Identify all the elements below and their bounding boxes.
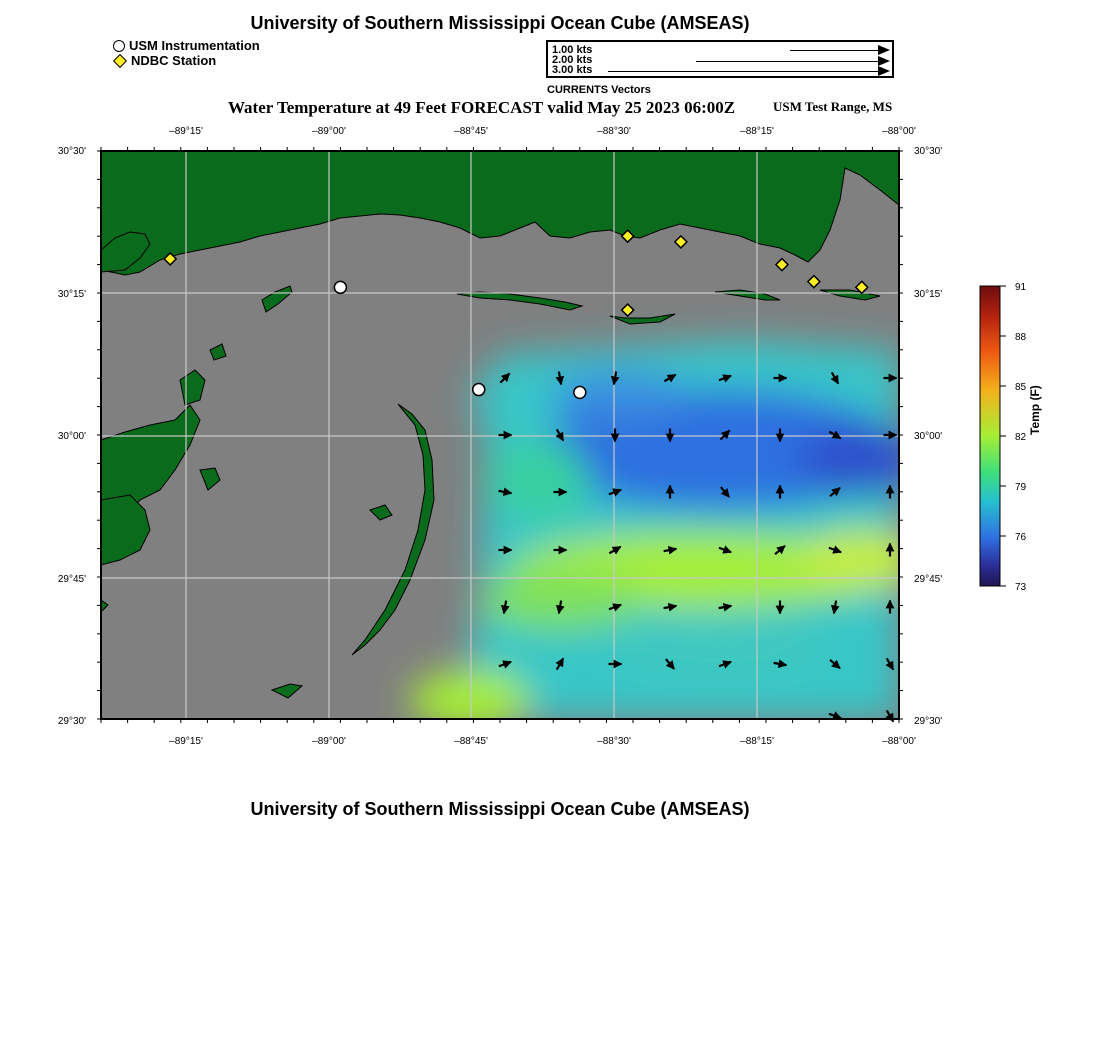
colorbar-tick-82: 82 [1015, 432, 1027, 443]
vector-legend-entry-2: 2.00 kts [552, 54, 593, 66]
vector-legend-caption: CURRENTS Vectors [547, 84, 651, 96]
lon-tick-bottom-6: –88°00' [882, 736, 916, 747]
lon-tick-bottom-2: –89°00' [312, 736, 346, 747]
legend-ndbc-label: NDBC Station [131, 53, 217, 68]
colorbar-ticks [1000, 286, 1006, 586]
usm-station-2 [473, 384, 485, 396]
colorbar-tick-88: 88 [1015, 332, 1027, 343]
usm-station-1 [334, 281, 346, 293]
colorbar-tick-76: 76 [1015, 532, 1027, 543]
colorbar-label-text: Temp (F) [1028, 385, 1042, 435]
lat-tick-right-3: 30°00' [914, 431, 943, 442]
lat-tick-left-2: 30°15' [57, 289, 86, 300]
lon-tick-bottom-3: –88°45' [454, 736, 488, 747]
colorbar-tick-73: 73 [1015, 582, 1027, 593]
lat-tick-left-3: 30°00' [57, 431, 86, 442]
lat-tick-right-4: 29°45' [914, 574, 943, 585]
lat-tick-left-4: 29°45' [57, 574, 86, 585]
temperature-field [410, 340, 920, 730]
lon-tick-bottom-1: –89°15' [169, 736, 203, 747]
lon-tick-top-4: –88°30' [597, 126, 631, 137]
lon-tick-top-6: –88°00' [882, 126, 916, 137]
lat-tick-left-5: 29°30' [57, 716, 86, 727]
usm-station-3 [574, 386, 586, 398]
lon-tick-top-3: –88°45' [454, 126, 488, 137]
lon-tick-top-1: –89°15' [169, 126, 203, 137]
lat-tick-right-2: 30°15' [914, 289, 943, 300]
vector-legend-entry-1: 1.00 kts [552, 44, 593, 56]
lat-tick-left-1: 30°30' [57, 146, 86, 157]
colorbar-tick-91: 91 [1015, 282, 1027, 293]
lat-tick-right-1: 30°30' [914, 146, 943, 157]
map-subtitle: Water Temperature at 49 Feet FORECAST valid May 25 2023 06:00Z [228, 98, 736, 117]
legend-usm-label: USM Instrumentation [129, 38, 260, 53]
vector-legend-entry-3: 3.00 kts [552, 64, 593, 76]
lat-tick-right-5: 29°30' [914, 716, 943, 727]
colorbar [980, 286, 1000, 586]
colorbar-label [1028, 385, 1042, 435]
lon-tick-bottom-4: –88°30' [597, 736, 631, 747]
page-title: University of Southern Mississippi Ocean Cube (AMSEAS) [250, 13, 750, 33]
colorbar-tick-79: 79 [1015, 482, 1027, 493]
lon-tick-bottom-5: –88°15' [740, 736, 774, 747]
lon-tick-top-5: –88°15' [740, 126, 774, 137]
region-label: USM Test Range, MS [773, 99, 893, 114]
colorbar-tick-85: 85 [1015, 382, 1027, 393]
footer-title: University of Southern Mississippi Ocean Cube (AMSEAS) [250, 799, 750, 819]
lon-tick-top-2: –89°00' [312, 126, 346, 137]
